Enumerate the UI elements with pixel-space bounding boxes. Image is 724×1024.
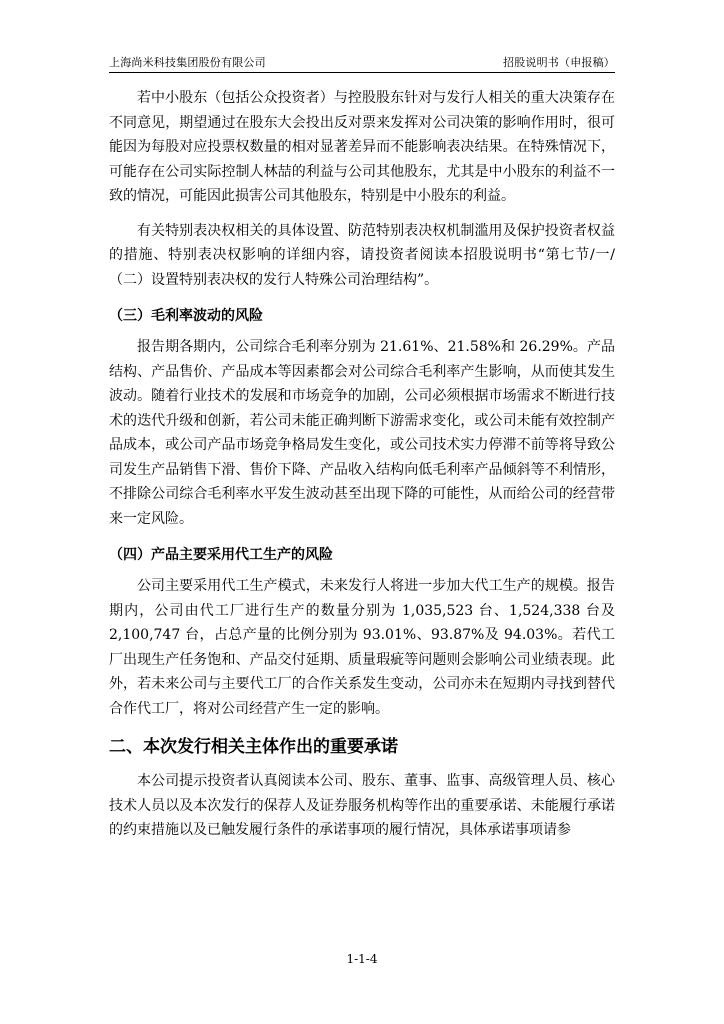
paragraph-minority-shareholders: 若中小股东（包括公众投资者）与控股股东针对与发行人相关的重大决策存在不同意见，期望通过在股东大会投出反对票来发挥对公司决策的影响作用时，很可能因为每股对应投票权数量的相对显著差异而不能影响表决结果。在特殊情况下，可能存在公司实际控制人林喆的利益与公司其他股东，尤其是中小股东的利益不一致的情况，可能因此损害公司其他股东，特别是中小股东的利益。 [109,90,615,204]
paragraph-gross-margin: 报告期各期内，公司综合毛利率分别为 21.61%、21.58%和 26.29%。产品结构、产品售价、产品成本等因素都会对公司综合毛利率产生影响，从而使其发生波动。随着行业技术的发展和市场竞争的加剧，公司必须根据市场需求不断进行技术的迭代升级和创新，若公司未能正确判断下游需求变化，或公司未能有效控制产品成本，或公司产品市场竞争格局发生变化，或公司技术实力停滞不前等将导致公司发生产品销售下滑、售价下降、产品收入结构向低毛利率产品倾斜等不利情形，不排除公司综合毛利率水平发生波动甚至出现下降的可能性，从而给公司的经营带来一定风险。 [109,339,615,527]
section-heading-important-commitments: 二、本次发行相关主体作出的重要承诺 [109,737,398,757]
header-company-name: 上海尚米科技集团股份有限公司 [109,56,266,69]
document-body [109,86,615,843]
header-document-title: 招股说明书（申报稿） [503,56,615,69]
page-header [109,52,615,73]
page-number: 1-1-4 [346,952,378,966]
paragraph-oem-production: 公司主要采用代工生产模式，未来发行人将进一步加大代工生产的规模。报告期内，公司由代工厂进行生产的数量分别为 1,035,523 台、1,524,338 台及 2,100,747 台，占总产量的比例分别为 93.01%、93.87%及 94.03%。若代工厂出现生产任务饱和、产品交付延期、质量瑕疵等问题则会影响公司业绩表现。此外，若未来公司与主要代工厂的合作关系发生变动，公司亦未在短期内寻找到替代合作代工厂，将对公司经营产生一定的影响。 [109,578,615,717]
section-heading-gross-margin-risk: （三）毛利率波动的风险 [109,308,263,324]
paragraph-commitments: 本公司提示投资者认真阅读本公司、股东、董事、监事、高级管理人员、核心技术人员以及本次发行的保荐人及证券服务机构等作出的重要承诺、未能履行承诺的约束措施以及已触发履行条件的承诺事项的履行情况，具体承诺事项请参 [109,773,615,838]
section-heading-oem-production-risk: （四）产品主要采用代工生产的风险 [109,547,333,563]
paragraph-special-voting-rights: 有关特别表决权相关的具体设置、防范特别表决权机制滥用及保护投资者权益的措施、特别表决权影响的详细内容，请投资者阅读本招股说明书“第七节/一/（二）设置特别表决权的发行人特殊公司治理结构”。 [109,222,615,288]
